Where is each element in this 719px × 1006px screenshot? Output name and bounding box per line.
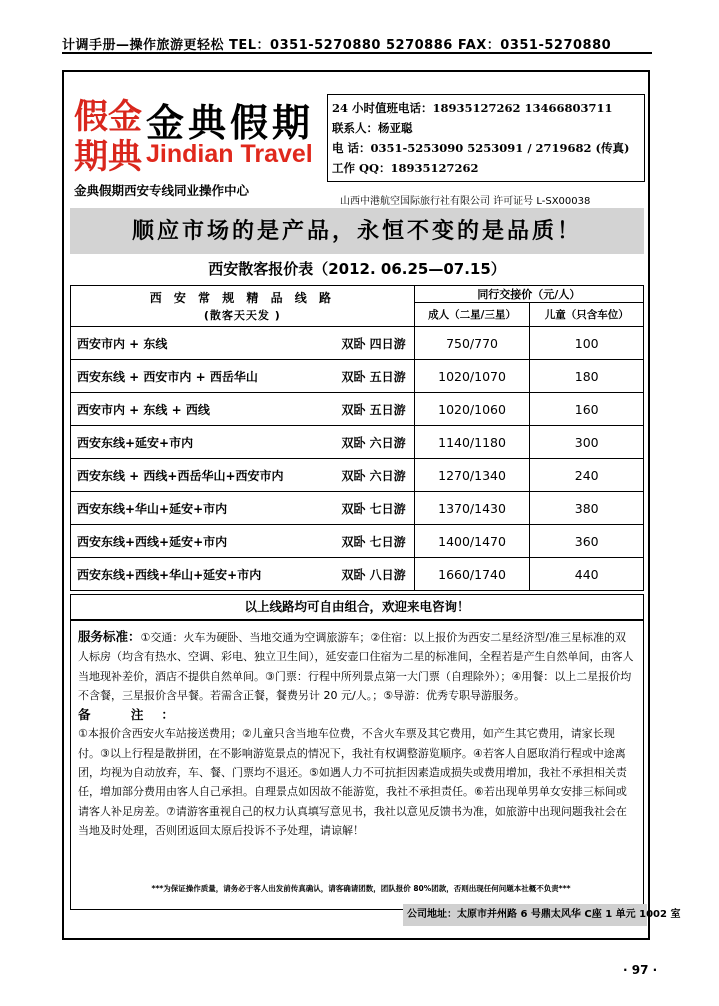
adult-price: 1270/1340 — [414, 459, 530, 492]
header-route-line2: (散客天天发 ) — [203, 308, 281, 322]
route-name: 西安东线+西线+延安+市内 — [77, 534, 228, 549]
svg-text:金: 金 — [108, 97, 142, 137]
child-price: 440 — [530, 558, 644, 591]
route-name: 西安东线 + 西安市内 + 西岳华山 — [77, 369, 258, 384]
table-row — [71, 459, 644, 492]
license-number: 山西中港航空国际旅行社有限公司 许可证号 L-SX00038 — [340, 196, 591, 207]
brand-subtitle: 金典假期西安专线同业操作中心 — [74, 183, 250, 198]
table-row — [71, 327, 644, 360]
remarks-text: ①本报价含西安火车站接送费用；②儿童只含当地车位费，不含火车票及其它费用，如产生其它费用，请家长现付。③以上行程是散拼团，在不影响游览景点的情况下，我社有权调整游览顺序。④若客人自愿取消行程或中途离团，均视为自动放弃，车、餐、门票均不退还。⑤如遇人力不可抗拒因素造成损失或费用增加，我社不承担相关责任，增加部分费用由客人自己承担。自理景点如因故不能游览，我社不承担责任。⑥若出现单男单女安排三标间或请客人补足房差。⑦请游客重视自己的权力认真填写意见书，我社以意见反馈书为准，如旅游中出现问题我社会在当地及时处理，否则团返回太原后投诉不予处理，请谅解！ — [78, 727, 627, 837]
slogan-banner: 顺应市场的是产品，永恒不变的是品质！ — [70, 208, 644, 254]
route-duration: 双卧 八日游 — [341, 567, 406, 582]
route-name: 西安市内 + 东线 — [77, 336, 168, 351]
contact-person: 联系人：杨亚聪 — [332, 121, 413, 135]
child-price: 300 — [530, 426, 644, 459]
table-row — [71, 426, 644, 459]
table-row — [71, 492, 644, 525]
adult-price: 750/770 — [414, 327, 530, 360]
adult-price: 1020/1060 — [414, 393, 530, 426]
contact-box — [327, 94, 645, 182]
route-duration: 双卧 七日游 — [341, 534, 406, 549]
route-cell — [71, 525, 415, 558]
route-name: 西安东线+西线+华山+延安+市内 — [77, 567, 262, 582]
notes-box — [70, 620, 644, 910]
child-price: 360 — [530, 525, 644, 558]
adult-price: 1020/1070 — [414, 360, 530, 393]
foot-note: ***为保证操作质量，请务必于客人出发前传真确认，请客确请团数，团队报价 80%团款，否则出现任何问题本社概不负责*** — [151, 884, 571, 893]
service-label: 服务标准： — [78, 629, 141, 644]
route-cell — [71, 360, 415, 393]
table-row — [71, 558, 644, 591]
route-duration: 双卧 六日游 — [341, 468, 406, 483]
child-price: 160 — [530, 393, 644, 426]
adult-price: 1370/1430 — [414, 492, 530, 525]
table-row — [71, 393, 644, 426]
header-child: 儿童（只含车位） — [530, 303, 644, 327]
adult-price: 1140/1180 — [414, 426, 530, 459]
route-cell — [71, 393, 415, 426]
route-name: 西安市内 + 东线 + 西线 — [77, 402, 210, 417]
header-bar: 计调手册—操作旅游更轻松 TEL：0351-5270880 5270886 FAX：0351-5270880 — [62, 38, 612, 53]
service-text: ①交通：火车为硬卧、当地交通为空调旅游车；②住宿：以上报价为西安二星经济型/准三星标准的双人标房（均含有热水、空调、彩电、独立卫生间），延安壶口住宿为二星的标准间，全程若是产生自然单间，由客人当地现补差价，酒店不提供自然单间。③门票：行程中所列景点第一大门票（自理除外）；④用餐：以上二星报价均不含餐，三星报价含早餐。若需含正餐，餐费另计 20 元/人。；⑤导游：优秀专职导游服务。 — [78, 631, 634, 702]
seal-logo-icon — [72, 92, 142, 177]
remarks-label: 备 注： — [78, 707, 192, 723]
svg-text:假: 假 — [74, 97, 108, 137]
adult-price: 1660/1740 — [414, 558, 530, 591]
route-duration: 双卧 六日游 — [341, 435, 406, 450]
child-price: 240 — [530, 459, 644, 492]
child-price: 380 — [530, 492, 644, 525]
route-cell — [71, 558, 415, 591]
route-duration: 双卧 五日游 — [341, 369, 406, 384]
route-name: 西安东线 + 西线+西岳华山+西安市内 — [77, 468, 284, 483]
route-cell — [71, 459, 415, 492]
svg-text:期: 期 — [74, 137, 108, 177]
child-price: 180 — [530, 360, 644, 393]
route-duration: 双卧 四日游 — [341, 336, 406, 351]
svg-text:典: 典 — [108, 137, 142, 177]
route-cell — [71, 327, 415, 360]
table-row — [71, 525, 644, 558]
page-number: · 97 · — [623, 963, 658, 977]
header-route-line1: 西 安 常 规 精 品 线 路 — [149, 290, 335, 305]
child-price: 100 — [530, 327, 644, 360]
route-name: 西安东线+华山+延安+市内 — [77, 501, 228, 516]
table-row — [71, 360, 644, 393]
header-divider — [62, 52, 652, 54]
brand-name-cn: 金典假期 — [146, 100, 315, 145]
route-cell — [71, 426, 415, 459]
combine-note: 以上线路均可自由组合，欢迎来电咨询！ — [70, 594, 644, 620]
price-table — [70, 285, 644, 591]
header-adult: 成人（二星/三星） — [414, 303, 530, 327]
contact-hotline: 24 小时值班电话：18935127262 13466803711 — [332, 101, 613, 115]
header-route — [71, 286, 415, 327]
contact-qq: 工作 QQ：18935127262 — [332, 161, 479, 175]
adult-price: 1400/1470 — [414, 525, 530, 558]
brand-name-en: Jindian Travel — [146, 140, 313, 168]
table-title: 西安散客报价表（2012. 06.25—07.15） — [208, 260, 506, 278]
route-name: 西安东线+延安+市内 — [77, 435, 194, 450]
route-cell — [71, 492, 415, 525]
route-duration: 双卧 七日游 — [341, 501, 406, 516]
company-address: 公司地址：太原市并州路 6 号鼎太风华 C座 1 单元 1002 室 — [403, 904, 647, 926]
header-price: 同行交接价（元/人） — [414, 286, 643, 303]
route-duration: 双卧 五日游 — [341, 402, 406, 417]
contact-phone: 电 话：0351-5253090 5253091 / 2719682 (传真) — [332, 141, 630, 155]
